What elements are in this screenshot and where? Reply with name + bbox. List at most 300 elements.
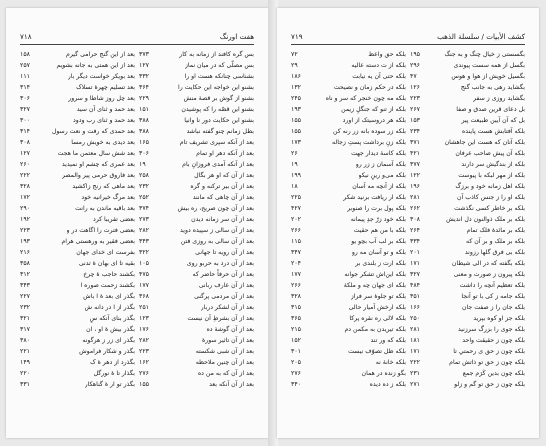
page-reference: ۴۲۷ (291, 205, 301, 212)
page-reference: ۱۹ (139, 161, 146, 168)
verse-text: بعد از آن سالی به روزی فتن (180, 238, 254, 245)
verse-text: بعد از آن درد به حربو روی (186, 260, 254, 267)
page-reference: ۳۲۸ (20, 183, 30, 190)
right-index-columns (291, 49, 525, 390)
verse-text: بعضی تقریبا کرد (92, 216, 135, 223)
page-reference: ۱۲۳ (139, 315, 149, 322)
index-entry (139, 181, 254, 192)
page-reference: ۱۲۷ (20, 150, 30, 157)
page-reference: ۲۲۳ (20, 227, 30, 234)
page-reference: ۱۷۳ (291, 139, 301, 146)
right-col-inner (291, 49, 406, 390)
verse-text: بگو زنده در همان (361, 370, 406, 377)
index-entry (410, 313, 525, 324)
page-reference: ۲۲۹ (139, 95, 149, 102)
index-entry (20, 346, 135, 357)
index-entry (139, 247, 254, 258)
verse-text: بعد از آن تاثیر سورۀ (201, 337, 254, 344)
page-reference: ۳۶۸ (139, 293, 149, 300)
index-entry (291, 159, 406, 170)
verse-text: بلکه ظل تصوّف نیست (348, 348, 406, 355)
page-reference: ۱۶۵ (139, 139, 149, 146)
index-entry (410, 181, 525, 192)
verse-text: بلکه ای جهان چه و ملکهٔ (343, 282, 406, 289)
page-reference: ۱۷۷ (291, 271, 301, 278)
page-reference: ۳۲۱ (20, 315, 30, 322)
page-reference: ۱۷۱ (410, 260, 420, 267)
page-reference: ۳۳۱ (20, 381, 30, 388)
verse-text: بعد باقیه ماندن به رانت (75, 205, 135, 212)
page-reference: ۲۲۲ (410, 359, 420, 366)
page-reference: ۳۳۲ (139, 73, 149, 80)
verse-text: بلکه زر سوده بانه زر رنه کن (333, 128, 406, 135)
page-reference: ۱۱۵ (291, 238, 301, 245)
index-entry (20, 71, 135, 82)
page-reference: ۲۵۷ (20, 62, 30, 69)
verse-text: بعد از آنکه دهر او تمام (196, 150, 254, 157)
page-reference: ۳۶۴ (139, 84, 149, 91)
verse-text: بگسل از همه سست پیوندی (453, 62, 525, 69)
page-reference: ۳۸۰ (20, 337, 30, 344)
verse-text: بس گره کافند از زمانه به کار (179, 51, 254, 58)
verse-text: بعد عمری که چشم او نمیدید (61, 161, 135, 168)
verse-text: بعد از آن مردمی پرگنی (194, 293, 254, 300)
verse-text: بلکه ار ریافت برنید شکر (343, 194, 406, 201)
right-page (277, 8, 539, 438)
verse-text: بلکه بر خاطر کسی نگذشت (454, 205, 525, 212)
page-reference: ۲۷۶ (139, 370, 149, 377)
verse-text: بعد از آن چون صریح، ره بیش (177, 205, 254, 212)
verse-text: بگذر ای بعد ۀ ا باش (83, 293, 135, 300)
index-entry (20, 148, 135, 159)
page-reference: ۳۲۷ (410, 271, 420, 278)
right-page-title: كشف الأبيات / سلسلة الذهب (437, 31, 525, 41)
index-entry (139, 159, 254, 170)
verse-text: بعد از آن چنین ملاحظه (195, 359, 254, 366)
verse-text: بعد تسلیم چهرۀ تسلاک (76, 84, 135, 91)
verse-text: بعد از این همتی به جانه بشویم (56, 62, 135, 69)
page-reference: ۳۳۴ (410, 238, 420, 245)
index-entry (139, 379, 254, 390)
verse-text: بعد مرگ خیرانیه خود (81, 194, 135, 201)
page-reference: ۲۷۳ (139, 216, 149, 223)
page-reference: ۴۷۵ (139, 271, 149, 278)
verse-text: بعد از آن چاهی که مانند (192, 194, 254, 201)
verse-text: بعد از آن شبی شکسته (195, 348, 254, 355)
index-entry (410, 82, 525, 93)
verse-text: بعد حمد و ثنای رب ودود (72, 117, 135, 124)
page-reference: ۱۴۹ (20, 359, 30, 366)
index-entry (291, 225, 406, 236)
verse-text: بلکه پول برت را صنوبر (347, 205, 406, 212)
index-entry (20, 225, 135, 236)
index-entry (291, 60, 406, 71)
page-reference: ۲۹ (291, 62, 298, 69)
index-entry (410, 159, 525, 170)
index-entry (20, 159, 135, 170)
page-reference: ۱۷۶ (139, 326, 149, 333)
index-entry (291, 93, 406, 104)
index-entry (410, 49, 525, 60)
page-reference: ۱۸۱ (410, 337, 420, 344)
index-entry (410, 368, 525, 379)
page-reference: ۱۲۶ (410, 84, 420, 91)
index-entry (410, 93, 525, 104)
index-entry (139, 192, 254, 203)
verse-text: بلکه او را ز جنس کاذب آن (457, 194, 525, 201)
index-entry (291, 236, 406, 247)
index-entry (291, 324, 406, 335)
verse-text: بلکه از مهر لبکه با پیوست (458, 172, 525, 179)
verse-text: بل دعای قرین صدق و صفا (456, 106, 525, 113)
verse-text: بگذرد از دهر ۀ ک (90, 359, 135, 366)
left-index-columns (20, 49, 254, 390)
index-entry (139, 115, 254, 126)
page-reference: ۲۵۲ (139, 194, 149, 201)
index-entry (410, 357, 525, 368)
verse-text: بعد از آن بیر ترکنه و گره (190, 183, 254, 190)
verse-text: بلکه چون ز حقیقت واحد (462, 337, 525, 344)
page-reference: ۱۶۲ (139, 359, 149, 366)
right-page-header (291, 30, 525, 42)
index-entry (139, 93, 254, 104)
index-entry (139, 335, 254, 346)
index-entry (20, 115, 135, 126)
page-reference: ۱۸۶ (291, 73, 301, 80)
verse-text: بلکه چون بدین کَرَم جمع (462, 370, 525, 377)
index-entry (20, 302, 135, 313)
index-entry (20, 258, 135, 269)
page-reference: ۲۰۴ (291, 260, 301, 267)
verse-text: بلکه جز او کوه بپرید (473, 315, 525, 322)
verse-text: بعد از آن سالی ز سپیده دوید (180, 227, 254, 234)
index-entry (291, 137, 406, 148)
index-entry (20, 335, 135, 346)
verse-text: بشنو از گوش بر قصۀ منش (183, 95, 254, 102)
verse-text: بلکه تعظیم آنچه را داشت (459, 282, 525, 289)
verse-text: بلکه می‌و رینِ نیکو (358, 172, 406, 179)
page-reference: ۲۰۱ (410, 249, 420, 256)
page-reference: ۲۷۶ (291, 370, 301, 377)
verse-text: بلکه تیریدن به مکمن دم (344, 326, 406, 333)
left-col-inner (139, 49, 254, 390)
index-entry (291, 335, 406, 346)
page-reference: ۱۹۲ (20, 216, 30, 223)
index-entry (291, 269, 406, 280)
page-reference: ۳۴۰ (291, 381, 301, 388)
page-reference: ۲۰۵ (291, 359, 301, 366)
page-reference: ۴۲۱ (410, 150, 420, 157)
index-entry (139, 104, 254, 115)
right-page-number: ۷۱۹ (291, 31, 303, 41)
page-reference: ۲۳۲ (20, 304, 30, 311)
index-entry (291, 379, 406, 390)
page-reference: ۱۷۲ (20, 194, 30, 201)
page-reference: ۲۶۰ (20, 161, 30, 168)
index-entry (20, 324, 135, 335)
index-entry (20, 280, 135, 291)
page-reference: ۳۷۷ (410, 161, 420, 168)
verse-text: بلکه آن پیش صاحب عرفان (455, 150, 525, 157)
index-entry (291, 82, 406, 93)
page-reference: ۳۱۴ (20, 84, 30, 91)
verse-text: بگشاید رهی به جانب گنج (460, 84, 525, 91)
page-reference: ۲۲۰ (20, 370, 30, 377)
page-reference: ۳۵۸ (20, 260, 30, 267)
verse-text: بعد دیدی به خویش رمسا (71, 139, 135, 146)
index-entry (410, 269, 525, 280)
page-reference: ۲۳۲ (139, 183, 149, 190)
index-entry (20, 181, 135, 192)
index-entry (291, 115, 406, 126)
verse-text: بعد شش سال معتمن ما هجت (57, 150, 135, 157)
page-reference: ۲۸۱ (410, 194, 420, 201)
page-reference: ۲۲۳ (139, 348, 149, 355)
page-reference: ۱۵۳ (410, 117, 420, 124)
verse-text: بلکه بر ملک و بر آن که (466, 238, 525, 245)
index-entry (20, 203, 135, 214)
verse-text: بعد چل روز شاطا و سرور (68, 95, 135, 102)
page-reference: ۲۲۲ (20, 172, 30, 179)
verse-text: بلکه ارخش آمیار حالی (348, 304, 406, 311)
index-entry (20, 379, 135, 390)
verse-text: بعد فاروق حرمی پیر والمصر (61, 172, 135, 179)
verse-text: بقیه تا ای بهان ۀ تدنی (78, 260, 135, 267)
index-entry (20, 49, 135, 60)
index-entry (139, 126, 254, 137)
index-entry (139, 357, 254, 368)
page-reference: ۱۷۱ (410, 348, 420, 355)
verse-text: بگذر بیش ۀ او ، ان (86, 326, 135, 333)
verse-text: بفرست ای خدای جهان (76, 249, 135, 256)
verse-text: بشنو این قصّه را که پوشیدن (181, 106, 254, 113)
index-entry (139, 291, 254, 302)
index-entry (410, 324, 525, 335)
verse-text: بعد از آن رویه تا جهانی (195, 249, 254, 256)
index-entry (291, 302, 406, 313)
page-reference: ۲۶۶ (291, 227, 301, 234)
page-reference: ۳۷۳ (139, 51, 149, 58)
verse-text: بگذر از ا در دانه ش (84, 304, 135, 311)
verse-text: بلکه پیرون ز صورت و معنی (453, 271, 525, 278)
page-reference: ۲۹۶ (410, 62, 420, 69)
left-page (6, 8, 268, 438)
page-reference: ۲۸۱ (410, 326, 420, 333)
index-entry (139, 60, 254, 71)
index-entry (410, 60, 525, 71)
index-entry (291, 313, 406, 324)
index-entry (20, 313, 135, 324)
page-reference: ۲۲۵ (291, 194, 301, 201)
index-entry (139, 137, 254, 148)
index-entry (410, 302, 525, 313)
page-reference: ۲۰۲ (291, 216, 301, 223)
verse-text: بل که آن آیین طبیعت پیر (461, 117, 525, 124)
index-entry (20, 104, 135, 115)
index-entry (291, 357, 406, 368)
verse-text: بلکه چون ز حق ی رحمتیِ تا (453, 348, 525, 355)
verse-text: بلکه آنان که هست این جاهشان (444, 139, 525, 146)
page-reference: ۱۲۷ (139, 62, 149, 69)
page-reference: ۱۵۵ (139, 381, 149, 388)
page-reference: ۲۶۶ (291, 282, 301, 289)
verse-text: بشناسی چنانکه هست او را (184, 73, 254, 80)
page-reference: ۳۱۴ (20, 128, 30, 135)
page-reference: ۳۰۶ (20, 95, 30, 102)
verse-text: بلکه ارت ز بلندی بر (355, 260, 406, 267)
verse-text: بلکه خود زرّ جدِ پیمانه (350, 216, 406, 223)
index-entry (20, 93, 135, 104)
verse-text: بلکه از بندگیش سر دارند (461, 161, 525, 168)
page-reference: ۱۵۲ (291, 337, 301, 344)
index-entry (139, 71, 254, 82)
index-entry (410, 258, 525, 269)
page-reference: ۱۵۸ (20, 51, 30, 58)
page-reference: ۳۰۰ (20, 117, 30, 124)
index-entry (291, 104, 406, 115)
verse-text: بلکه خانۀ نه (375, 359, 406, 366)
index-entry (139, 225, 254, 236)
verse-text: بلکه بر ملک ذوالنون دل اندیش (446, 216, 525, 223)
page-reference: ۲۳۱ (410, 370, 420, 377)
index-entry (139, 49, 254, 60)
left-col-outer (20, 49, 135, 390)
index-entry (410, 71, 525, 82)
verse-text: بلکه چون ز حق تو گم و زلو (454, 381, 525, 388)
index-entry (139, 258, 254, 269)
index-entry (410, 192, 525, 203)
index-entry (139, 203, 254, 214)
page-reference: ۳۸۸ (139, 117, 149, 124)
verse-text: بلکه ز ده دیده (369, 381, 406, 388)
index-entry (291, 346, 406, 357)
verse-text: بعد از آن بشرطِ آن نیست (187, 315, 254, 322)
page-reference: ۱۹۶ (410, 183, 420, 190)
verse-text: بلکه تو جلوۀ سر فراز (350, 293, 406, 300)
verse-text: بلکه از ت دسته عالیه (351, 62, 406, 69)
index-entry (139, 170, 254, 181)
verse-text: بعد از آن آنکه بعد (209, 381, 254, 388)
verse-text: بلکه بر مائدۀ فلک تمام (466, 227, 525, 234)
left-header-rule (20, 44, 254, 45)
verse-text: بلکه آسمان ز زر رو (355, 161, 406, 168)
verse-text: بکشند حاجب ۀ چرخ (83, 271, 135, 278)
right-header-rule (291, 44, 525, 45)
verse-text: بلکه با من هم حقیت (353, 227, 406, 234)
index-entry (410, 170, 525, 181)
index-entry (410, 214, 525, 225)
page-reference: ۷۲ (291, 51, 298, 58)
page-reference: ۳۲۷ (20, 106, 30, 113)
verse-text: بعد ماهی که رنج زاکشید (72, 183, 135, 190)
index-entry (291, 192, 406, 203)
verse-text: بگذر تو ار ۀ گناهکار (84, 381, 135, 388)
index-entry (20, 269, 135, 280)
page-reference: ۱۷۷ (139, 282, 149, 289)
verse-text: بلکه چون ز حق تو ذاتش تمام (449, 359, 525, 366)
page-reference: ۳۴۳ (139, 238, 149, 245)
index-entry (20, 357, 135, 368)
left-page-number: ۷۱۸ (20, 31, 32, 41)
page-reference: ۳۲۸ (291, 293, 301, 300)
verse-text: بگذر بنای آنکه سِ (89, 315, 135, 322)
index-entry (291, 203, 406, 214)
page-reference: ۳۰۶ (139, 150, 149, 157)
index-entry (291, 368, 406, 379)
verse-text: بشنو این خواجه این حکایت را (178, 84, 254, 91)
index-entry (291, 71, 406, 82)
page-reference: ۱۱۱ (20, 73, 30, 80)
page-reference: ۱۹۵ (410, 51, 420, 58)
verse-text: بلکه آفتابش هست پاینده (462, 128, 525, 135)
index-entry (20, 60, 135, 71)
index-entry (291, 170, 406, 181)
index-entry (20, 291, 135, 302)
index-entry (20, 368, 135, 379)
left-page-header (20, 30, 254, 42)
index-entry (410, 225, 525, 236)
verse-text: بعضی فقیر به ورهستی هرام (61, 238, 135, 245)
verse-text: بگذر ای زر ز هرگونه (82, 337, 135, 344)
page-reference: ۱۸ (291, 183, 298, 190)
index-entry (410, 379, 525, 390)
index-entry (139, 368, 254, 379)
verse-text: بلکه حتی آن یه نیابت (352, 73, 406, 80)
verse-text: بلکه زنِ برداشت پستِ زجاله (332, 139, 406, 146)
verse-text: بعد از آن گوشۀ ده (206, 326, 254, 333)
index-entry (20, 247, 135, 258)
page-reference: ۲۲۳ (410, 95, 420, 102)
page-reference: ۲۶ (291, 150, 298, 157)
page-reference: ۱۹۳ (20, 238, 30, 245)
index-entry (410, 236, 525, 247)
page-reference: ۳۸۸ (139, 128, 149, 135)
index-entry (139, 313, 254, 324)
index-entry (291, 148, 406, 159)
page-reference: ۱۵۱ (139, 106, 149, 113)
verse-text: بعد حمد و ثنای آن سید (76, 106, 135, 113)
verse-text: بلکه این‌اش تشکر جوانه (344, 271, 406, 278)
verse-text: بلکه جامه ز کی با تو آنجا (461, 293, 525, 300)
verse-text: بلکه لالی ره نقره پرکا (349, 315, 406, 322)
page-reference: ۳۴۷ (291, 249, 301, 256)
index-entry (291, 214, 406, 225)
index-entry (410, 126, 525, 137)
verse-text: بعد از آنکه آمدی فروزانِ بام (182, 161, 254, 168)
right-col-outer (410, 49, 525, 390)
verse-text: بگشاید روزی ز سفر (473, 95, 525, 102)
verse-text: بس مصلّی که در میان نماز (184, 62, 254, 69)
page-reference: ۳۴۳ (20, 282, 30, 289)
index-entry (139, 302, 254, 313)
page-reference: ۱۵۵ (291, 128, 301, 135)
verse-text: بلکه جان را ز صفت جان (461, 304, 525, 311)
index-entry (139, 324, 254, 335)
verse-text: بعد از این گنج حرامی گیرم (66, 51, 135, 58)
page-reference: ۱۰۵ (139, 260, 149, 267)
page-reference: ۲۲۷ (20, 293, 30, 300)
page-reference: ۲۵۰ (410, 315, 420, 322)
page-reference: ۲۶۷ (410, 106, 420, 113)
verse-text: بشنو این حکایت دور نا وانیا (184, 117, 254, 124)
page-reference: ۲۷۱ (410, 381, 420, 388)
verse-text: بکشند زحمت صوره ا (80, 282, 135, 289)
verse-text: بلکه اهل زمانه خود و برزگ (455, 183, 525, 190)
verse-text: بعد از آن حرفاً حاضر که (192, 271, 254, 278)
page-reference: ۱۶۶ (410, 304, 420, 311)
index-entry (139, 346, 254, 357)
index-entry (139, 214, 254, 225)
